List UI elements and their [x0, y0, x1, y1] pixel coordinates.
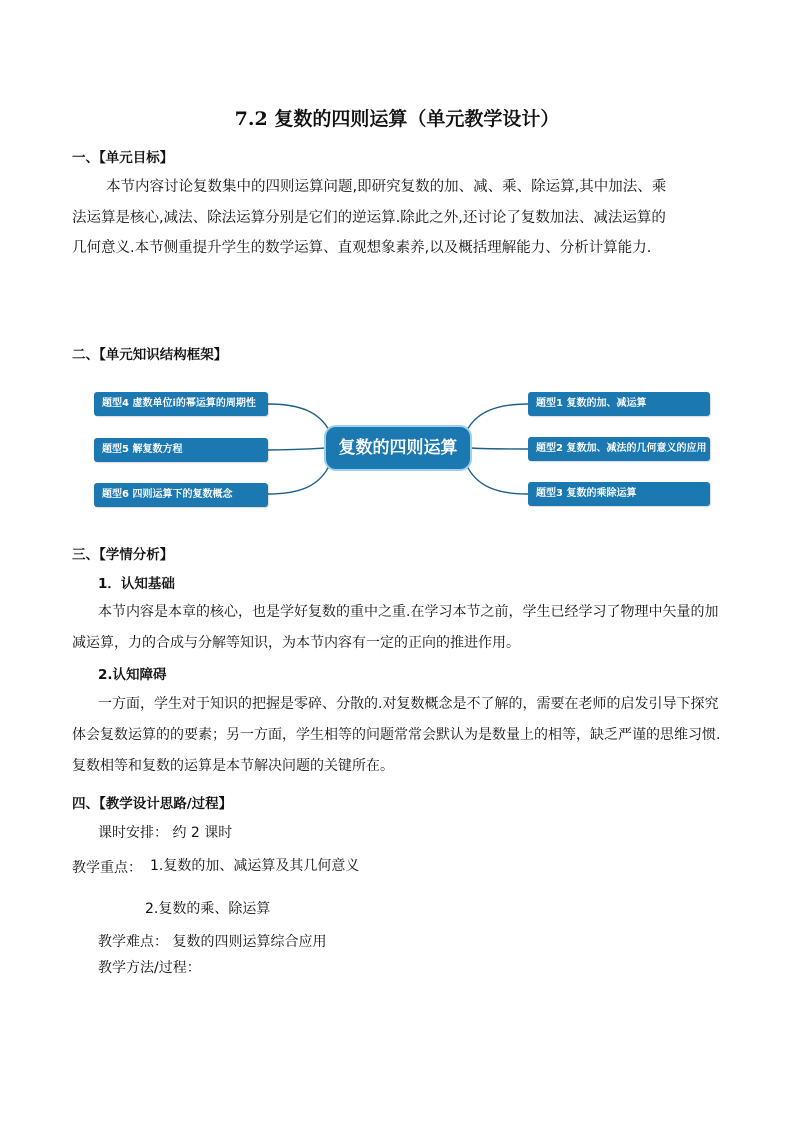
mindmap-node-type3: 题型3 复数的乘除运算	[528, 482, 710, 506]
schedule-text: 课时安排： 约 2 课时	[98, 825, 233, 841]
section3-sub1-heading: 1．认知基础	[98, 576, 175, 592]
key-point-1: 1.复数的加、减运算及其几何意义	[150, 858, 360, 874]
section1-heading: 一、【单元目标】	[72, 150, 174, 166]
section3-sub2-heading: 2.认知障碍	[98, 667, 167, 683]
section1-line: 法运算是核心,减法、除法运算分别是它们的逆运算.除此之外,还讨论了复数加法、减法运算的	[72, 209, 666, 226]
mindmap-node-type5: 题型5 解复数方程	[94, 438, 268, 462]
section3-sub2-paragraph	[72, 689, 732, 782]
section3-sub1-paragraph	[72, 597, 732, 659]
connector-left-2	[268, 448, 326, 450]
mindmap-node-type6: 题型6 四则运算下的复数概念	[94, 483, 268, 507]
section3-heading: 三、【学情分析】	[72, 547, 174, 563]
section3-sub2-line: 体会复数运算的的要素；另一方面，学生相等的问题常常会默认为是数量上的相等，缺乏严谨的思维习惯.	[72, 727, 721, 743]
mindmap-node-type4: 题型4 虚数单位i的幂运算的周期性	[94, 392, 268, 416]
section1-line: 本节内容讨论复数集中的四则运算问题,即研究复数的加、减、乘、除运算,其中加法、乘	[106, 179, 667, 195]
section3-sub2-line: 复数相等和复数的运算是本节解决问题的关键所在。	[72, 758, 394, 774]
connector-right-3	[466, 464, 528, 494]
section3-sub1-line: 本节内容是本章的核心，也是学好复数的重中之重.在学习本节之前，学生已经学习了物理中矢量的加	[98, 604, 719, 620]
mindmap-center-node: 复数的四则运算	[324, 425, 472, 471]
section2-heading: 二、【单元知识结构框架】	[72, 347, 228, 363]
method-label: 教学方法/过程：	[98, 960, 201, 976]
key-points-label: 教学重点：	[72, 860, 142, 876]
section4-heading: 四、【教学设计思路/过程】	[72, 796, 233, 812]
difficulty-text: 教学难点： 复数的四则运算综合应用	[98, 934, 327, 950]
connector-right-2	[470, 448, 528, 449]
mindmap-node-type2: 题型2 复数加、减法的几何意义的应用	[528, 437, 710, 461]
connector-left-3	[268, 464, 330, 494]
section3-sub2-line: 一方面，学生对于知识的把握是零碎、分散的.对复数概念是不了解的，需要在老师的启发引导下探究	[98, 696, 719, 712]
connector-right-1	[466, 404, 528, 432]
section3-sub1-line: 减运算，力的合成与分解等知识，为本节内容有一定的正向的推进作用。	[72, 635, 520, 651]
section1-line: 几何意义.本节侧重提升学生的数学运算、直观想象素养,以及概括理解能力、分析计算能力.	[72, 240, 652, 256]
page-title: 7.2 复数的四则运算（单元教学设计）	[234, 108, 560, 130]
connector-left-1	[268, 404, 330, 432]
mindmap-node-type1: 题型1 复数的加、减运算	[528, 392, 710, 416]
key-point-2: 2.复数的乘、除运算	[145, 901, 271, 917]
